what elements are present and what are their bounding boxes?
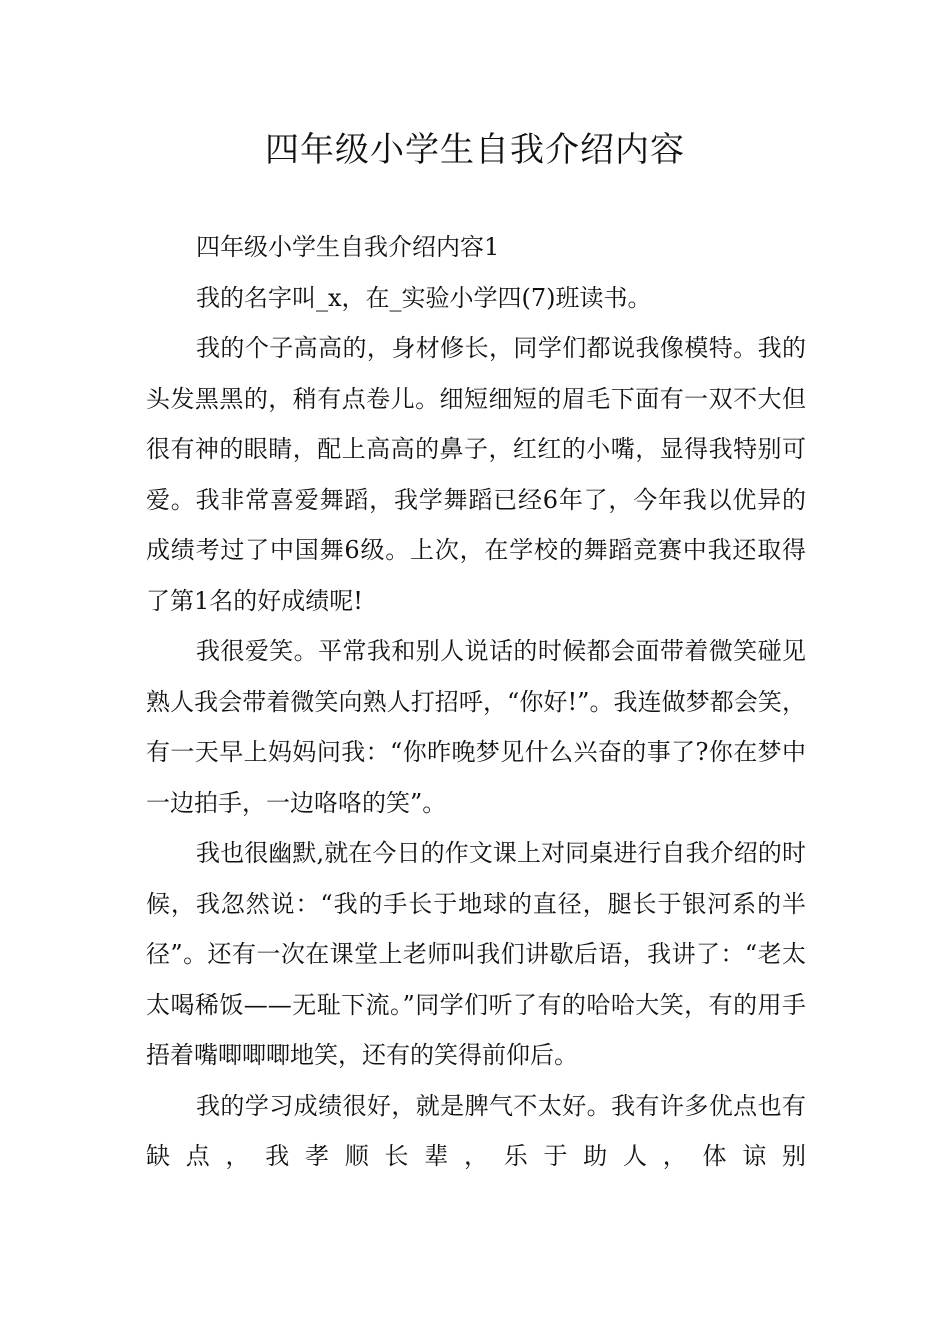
paragraph-intro: 我的名字叫_x，在_实验小学四(7)班读书。: [196, 283, 652, 312]
paragraph-appearance: 我的个子高高的，身材修长，同学们都说我像模特。我的头发黑黑的，稍有点卷儿。细短细短的眉毛下面有一双不大但很有神的眼睛，配上高高的鼻子，红红的小嘴，显得我特别可爱。我非常喜爱舞蹈，我学舞蹈已经6年了，今年我以优异的成绩考过了中国舞6级。上次，在学校的舞蹈竞赛中我还取得了第1名的好成绩呢!: [146, 334, 806, 615]
document-body: [146, 222, 806, 1182]
paragraph-study: 我的学习成绩很好，就是脾气不太好。我有许多优点也有缺点，我孝顺长辈，乐于助人，体谅别: [146, 1091, 806, 1170]
section-heading: 四年级小学生自我介绍内容1: [196, 233, 500, 261]
paragraph-smile: 我很爱笑。平常我和别人说话的时候都会面带着微笑碰见熟人我会带着微笑向熟人打招呼，“你好!”。我连做梦都会笑，有一天早上妈妈问我：“你昨晚梦见什么兴奋的事了?你在梦中一边拍手，一边咯咯的笑”。: [146, 637, 806, 817]
paragraph-humor: 我也很幽默,就在今日的作文课上对同桌进行自我介绍的时候，我忽然说：“我的手长于地球的直径，腿长于银河系的半径”。还有一次在课堂上老师叫我们讲歇后语，我讲了：“老太太喝稀饭——无耻下流。”同学们听了有的哈哈大笑，有的用手捂着嘴唧唧唧地笑，还有的笑得前仰后。: [146, 839, 806, 1069]
page-title: 四年级小学生自我介绍内容: [265, 130, 685, 170]
